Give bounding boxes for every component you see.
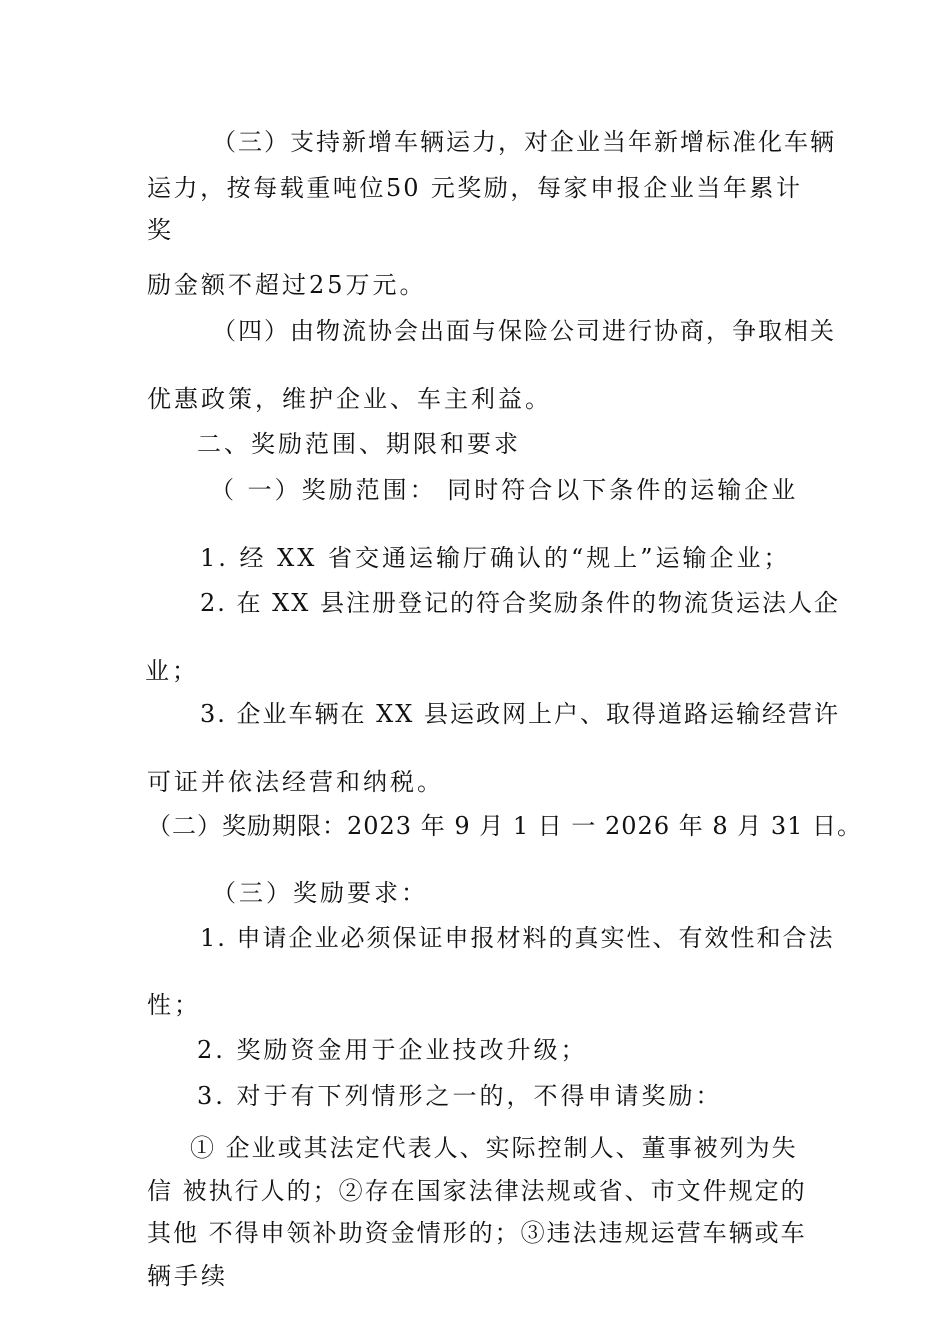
list-item: 2. 在 XX 县注册登记的符合奖励条件的物流货运法人企 [200, 589, 840, 617]
list-item: 2. 奖励资金用于企业技改升级； [197, 1036, 588, 1064]
paragraph-line: 奖 [147, 216, 174, 244]
paragraph-line: 信 被执行人的；②存在国家法律法规或省、市文件规定的 [147, 1177, 807, 1205]
paragraph-line: （三）支持新增车辆运力，对企业当年新增标准化车辆 [212, 128, 836, 156]
paragraph-line: 励金额不超过25万元。 [147, 271, 427, 299]
paragraph-line: 可证并依法经营和纳税。 [147, 768, 444, 796]
section-heading: 二、奖励范围、期限和要求 [197, 430, 521, 458]
paragraph-line: 运力，按每载重吨位50 元奖励，每家申报企业当年累计 [147, 174, 802, 202]
paragraph-line: 优惠政策，维护企业、车主利益。 [147, 385, 552, 413]
paragraph-line: （四）由物流协会出面与保险公司进行协商，争取相关 [212, 317, 836, 345]
list-item: 3. 对于有下列情形之一的，不得申请奖励： [197, 1082, 723, 1110]
subsection-heading: （ 一）奖励范围： 同时符合以下条件的运输企业 [210, 476, 799, 504]
paragraph-line: 性； [147, 991, 201, 1019]
list-item: 3. 企业车辆在 XX 县运政网上户、取得道路运输经营许 [200, 700, 840, 728]
list-item: 1. 申请企业必须保证申报材料的真实性、有效性和合法 [200, 924, 835, 952]
subsection-heading: （二）奖励期限：2023 年 9 月 1 日 一 2026 年 8 月 31 日。 [147, 812, 863, 840]
paragraph-line: 其他 不得申领补助资金情形的；③违法违规运营车辆或车 [147, 1219, 807, 1247]
list-item: 1. 经 XX 省交通运输厅确认的“规上”运输企业； [200, 544, 791, 572]
paragraph-line: 辆手续 [147, 1262, 228, 1290]
paragraph-line: ① 企业或其法定代表人、实际控制人、董事被列为失 [190, 1134, 798, 1162]
paragraph-line: 业； [145, 657, 199, 685]
subsection-heading: （三）奖励要求： [212, 879, 428, 907]
